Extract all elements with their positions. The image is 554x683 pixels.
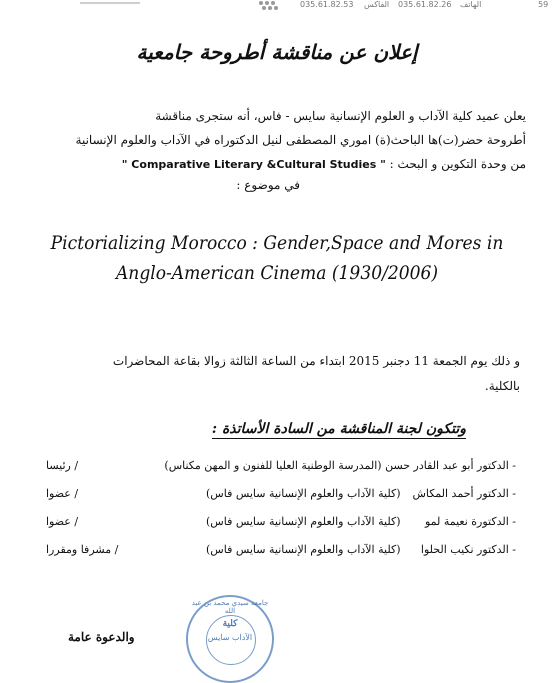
member-role: / عضوا	[46, 515, 79, 528]
intro-paragraph-line3	[26, 152, 526, 177]
header-smear	[80, 2, 140, 4]
training-unit-label: من وحدة التكوين و البحث :	[389, 157, 526, 171]
member-affiliation: (المدرسة الوطنية العليا للفنون و المهن مكناس)	[164, 459, 382, 472]
committee-member-3	[46, 515, 516, 528]
member-name: - الدكتور أحمد المكاش	[412, 487, 516, 500]
member-affiliation: (كلية الآداب والعلوم الإنسانية سايس فاس)	[206, 515, 401, 528]
member-affiliation: (كلية الآداب والعلوم الإنسانية سايس فاس)	[206, 543, 401, 556]
schedule-line1: و ذلك يوم الجمعة 11 دجنبر 2015 ابتداء من الساعة الثالثة زوالا بقاعة المحاضرات	[112, 354, 520, 368]
member-role: / عضوا	[46, 487, 79, 500]
intro-paragraph-line2: أطروحة حضر(ت)ها الباحث(ة) اموري المصطفى لنيل الدكتوراه في الآداب والعلوم الإنسانية	[75, 133, 526, 147]
phone-number: 035.61.82.53	[300, 0, 354, 9]
thesis-title-line1: Pictorializing Morocco : Gender,Space and Mores in	[50, 232, 504, 254]
stamp-ring-text: جامعة سيدي محمد بن عبد الله	[191, 599, 269, 615]
member-name: - الدكتور أبو عبد القادر حسن	[385, 459, 516, 472]
member-name: - الدكتور نكيب الحلوا	[420, 543, 516, 556]
member-name: - الدكتورة نعيمة لمو	[424, 515, 516, 528]
fax-number: 035.61.82.26	[398, 0, 452, 9]
fax-label: الفاكس	[364, 0, 390, 9]
committee-member-1	[46, 459, 516, 472]
university-logo-icon	[256, 0, 282, 12]
topic-label: في موضوع :	[236, 178, 300, 192]
member-affiliation: (كلية الآداب والعلوم الإنسانية سايس فاس)	[206, 487, 401, 500]
committee-member-4	[46, 543, 516, 556]
faculty-stamp	[186, 595, 274, 683]
announcement-title: إعلان عن مناقشة أطروحة جامعية	[136, 40, 418, 64]
member-role: / مشرفا ومقررا	[46, 543, 119, 556]
training-unit-name: " Comparative Literary &Cultural Studies "	[121, 158, 386, 171]
member-role: / رئيسا	[46, 459, 79, 472]
stamp-line2: الآداب سايس	[207, 633, 253, 642]
committee-member-2	[46, 487, 516, 500]
thesis-title-line2: Anglo-American Cinema (1930/2006)	[115, 262, 439, 284]
phone-label: الهاتف	[460, 0, 482, 9]
public-invitation: والدعوة عامة	[68, 630, 135, 644]
stamp-line1: كلية	[222, 619, 238, 629]
schedule-line2: بالكلية.	[484, 379, 520, 393]
intro-paragraph-line1: يعلن عميد كلية الآداب و العلوم الإنسانية سايس - فاس، أنه ستجرى مناقشة	[155, 109, 526, 123]
far-right-number: 59	[538, 0, 549, 9]
committee-heading: وتتكون لجنة المناقشة من السادة الأساتذة :	[211, 421, 466, 437]
